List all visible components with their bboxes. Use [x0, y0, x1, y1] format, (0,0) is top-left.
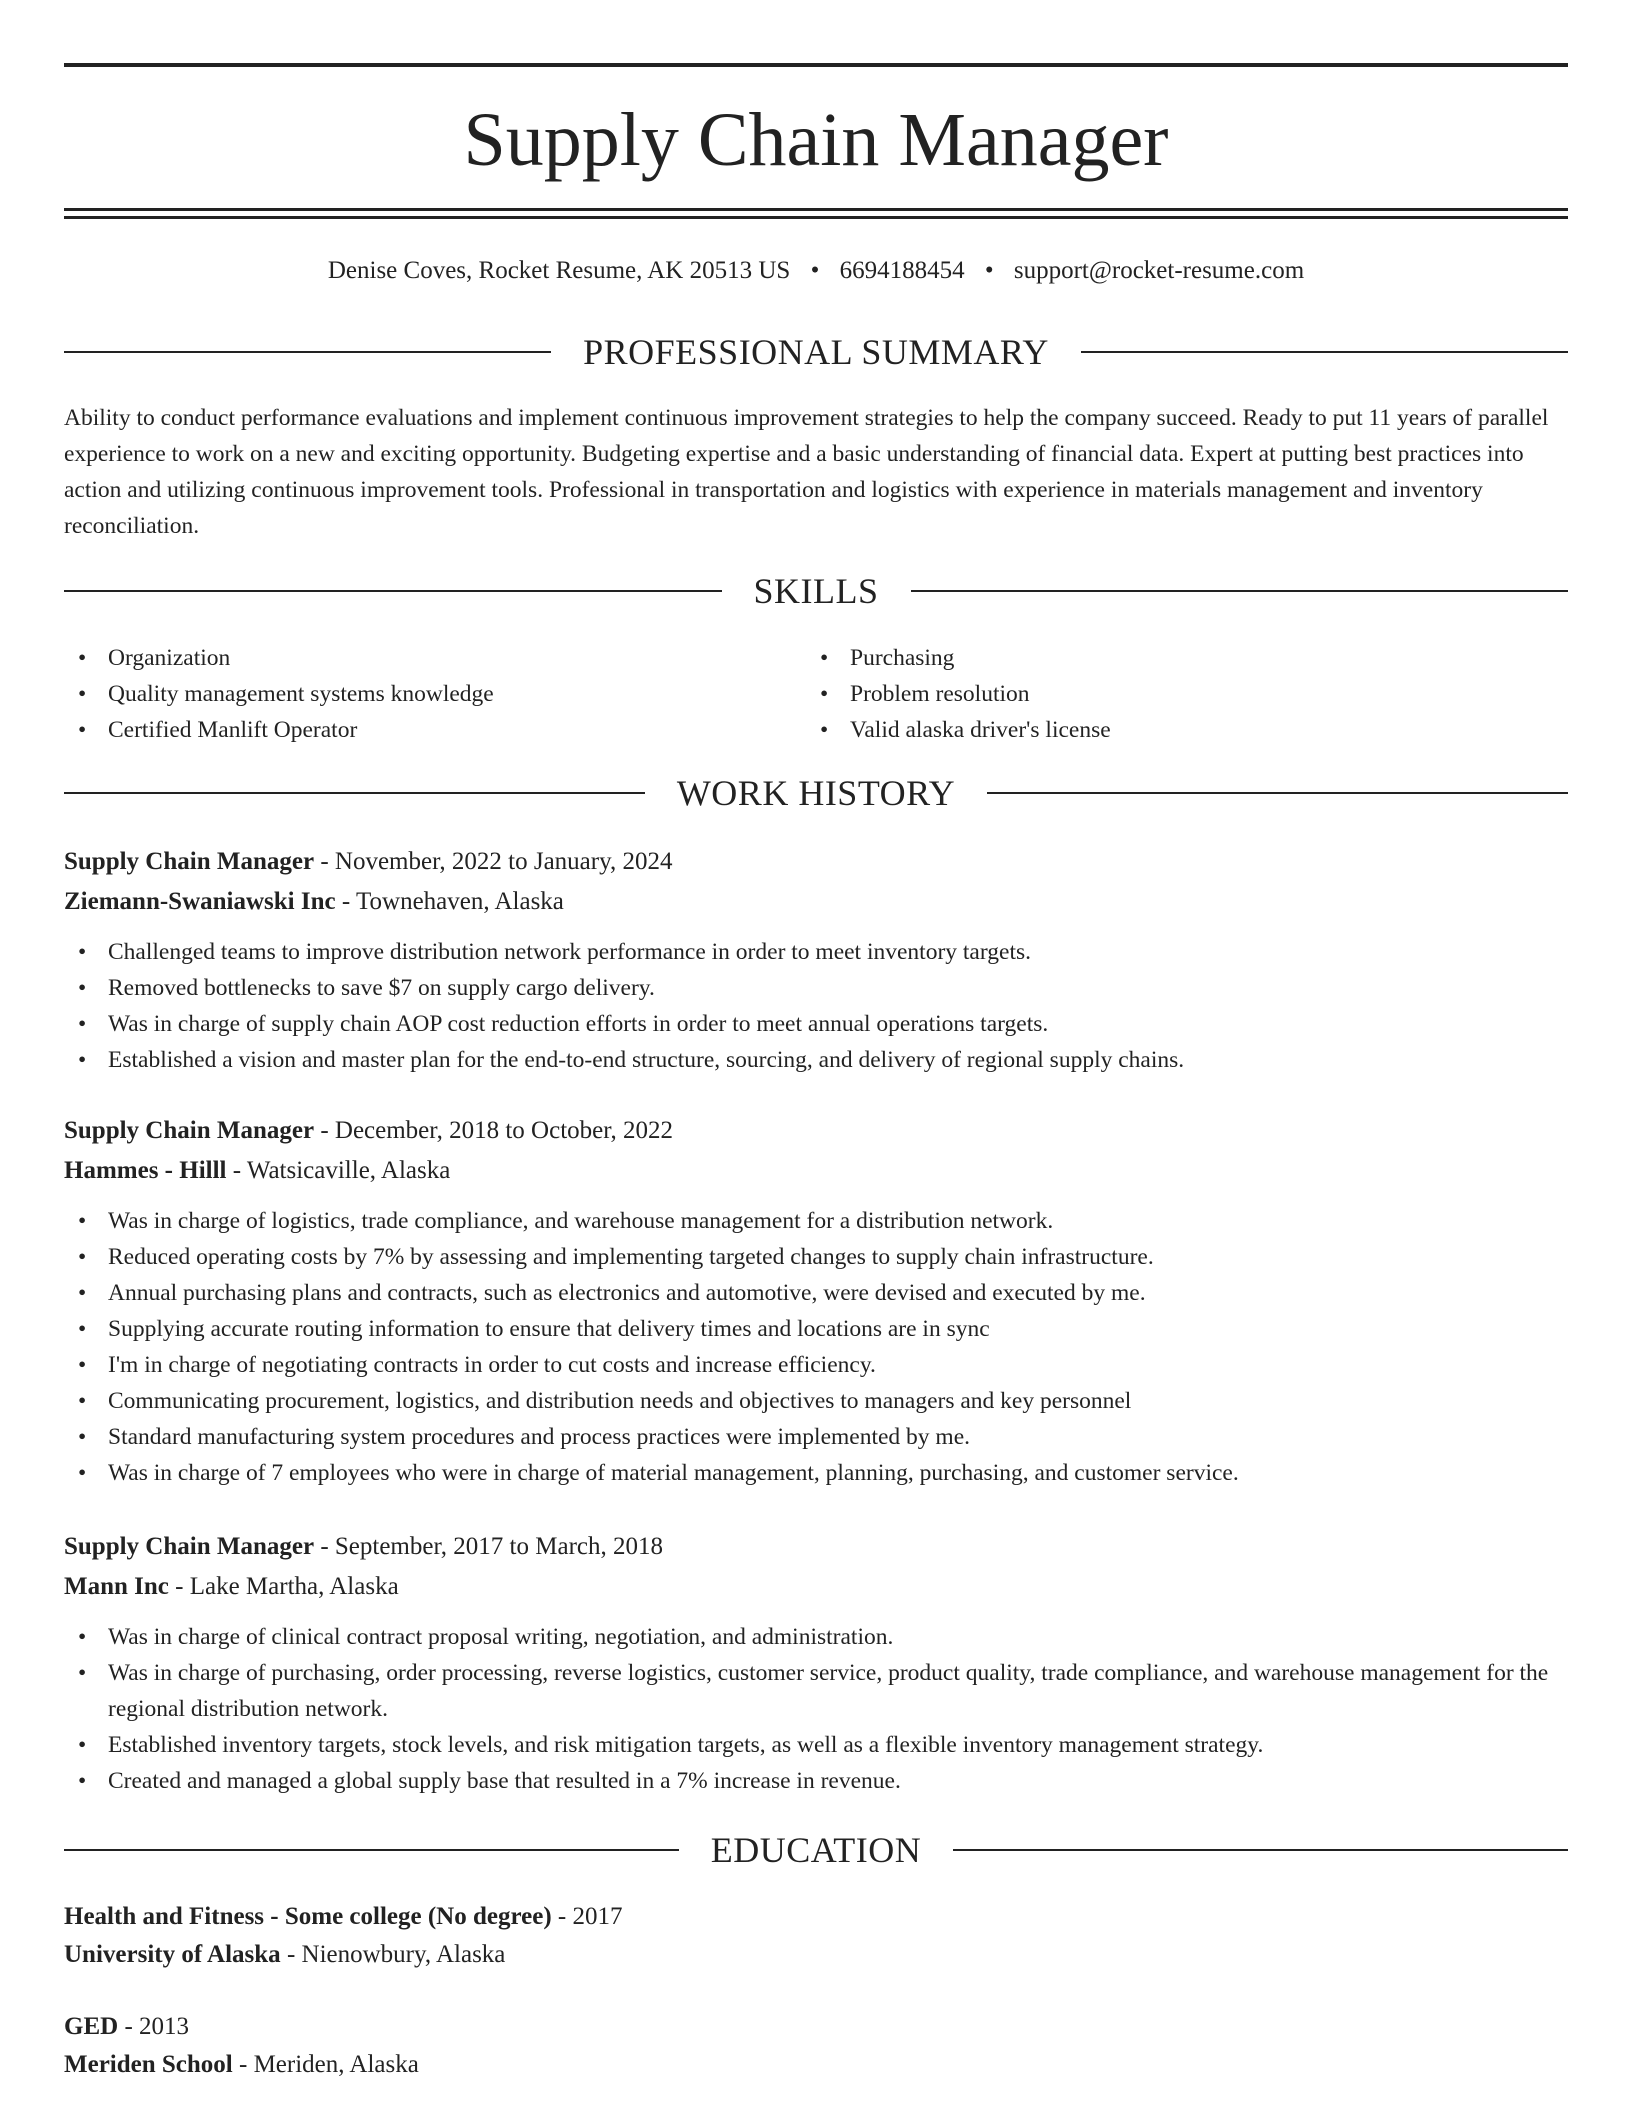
- education-school-line: [64, 2046, 1568, 2084]
- job-location: - Watsicaville, Alaska: [226, 1157, 451, 1184]
- education-entry: [64, 2008, 1568, 2084]
- skill-item: • Purchasing: [806, 640, 1546, 676]
- job-bullet: • Established a vision and master plan for the end-to-end structure, sourcing, and delivery of regional supply chains.: [64, 1042, 1568, 1078]
- job-title: Supply Chain Manager: [64, 1533, 315, 1560]
- job-bullet: • Supplying accurate routing information to ensure that delivery times and locations are in sync: [64, 1311, 1568, 1347]
- job-location: - Townehaven, Alaska: [335, 888, 564, 915]
- contact-line: [64, 254, 1568, 288]
- skill-item: • Certified Manlift Operator: [64, 712, 804, 748]
- skill-item: • Organization: [64, 640, 804, 676]
- job-company-line: [64, 882, 1568, 922]
- job-bullet: • Removed bottlenecks to save $7 on supply cargo delivery.: [64, 970, 1568, 1006]
- job-dates: - September, 2017 to March, 2018: [314, 1533, 663, 1560]
- heading-rule: [987, 792, 1568, 794]
- job-title-line: [64, 1111, 1568, 1151]
- contact-separator: •: [984, 257, 994, 284]
- job-bullet: • Established inventory targets, stock levels, and risk mitigation targets, as well as a flexible inventory management strategy.: [64, 1727, 1568, 1763]
- skill-item: • Problem resolution: [806, 676, 1546, 712]
- contact-email: support@rocket-resume.com: [1013, 257, 1305, 284]
- job-bullet: • Created and managed a global supply base that resulted in a 7% increase in revenue.: [64, 1763, 1568, 1799]
- section-heading-education: [64, 1828, 1568, 1872]
- title-rule-lower: [64, 216, 1568, 219]
- job-dates: - November, 2022 to January, 2024: [314, 848, 673, 875]
- title-rule-upper: [64, 208, 1568, 211]
- job-bullet: • Reduced operating costs by 7% by assessing and implementing targeted changes to supply chain infrastructure.: [64, 1239, 1568, 1275]
- education-year: - 2017: [551, 1903, 623, 1930]
- job-bullets: [64, 934, 1568, 1078]
- contact-separator: •: [810, 257, 820, 284]
- summary-text: Ability to conduct performance evaluations and implement continuous improvement strategies to help the company succeed. Ready to put 11 years of parallel experience to work on a new and exciting opportunity. Budgeting expertise and a basic understanding of financial data. Expert at putting best practices into action and utilizing continuous improvement tools. Professional in transportation and logistics with experience in materials management and inventory reconciliation.: [64, 405, 1549, 539]
- job-title: Supply Chain Manager: [64, 848, 315, 875]
- section-label: SKILLS: [753, 571, 879, 611]
- education-entry: [64, 1898, 1568, 1974]
- section-heading-summary: [64, 330, 1568, 374]
- job-bullet: • Annual purchasing plans and contracts, such as electronics and automotive, were devised and executed by me.: [64, 1275, 1568, 1311]
- education-degree: Health and Fitness - Some college (No degree): [64, 1903, 552, 1930]
- job-company-line: [64, 1151, 1568, 1191]
- skills-list-right: [806, 640, 1546, 748]
- job-dates: - December, 2018 to October, 2022: [314, 1117, 674, 1144]
- skill-item: • Valid alaska driver's license: [806, 712, 1546, 748]
- education-school: University of Alaska: [64, 1941, 281, 1968]
- job-bullet: • Challenged teams to improve distribution network performance in order to meet inventory targets.: [64, 934, 1568, 970]
- heading-rule: [1081, 351, 1568, 353]
- heading-rule: [911, 590, 1569, 592]
- job-bullet: • I'm in charge of negotiating contracts in order to cut costs and increase efficiency.: [64, 1347, 1568, 1383]
- education-location: - Meriden, Alaska: [232, 2051, 419, 2078]
- job-entry: [64, 1527, 1568, 1799]
- job-location: - Lake Martha, Alaska: [168, 1573, 399, 1600]
- education-degree: GED: [64, 2013, 119, 2040]
- job-bullet: • Was in charge of supply chain AOP cost reduction efforts in order to meet annual operations targets.: [64, 1006, 1568, 1042]
- job-company-line: [64, 1567, 1568, 1607]
- heading-rule: [953, 1849, 1568, 1851]
- skill-item: • Quality management systems knowledge: [64, 676, 804, 712]
- heading-rule: [64, 590, 722, 592]
- contact-phone: 6694188454: [839, 257, 965, 284]
- education-degree-line: [64, 2008, 1568, 2046]
- education-degree-line: [64, 1898, 1568, 1936]
- education-school: Meriden School: [64, 2051, 233, 2078]
- top-rule: [64, 63, 1568, 67]
- job-bullet: • Standard manufacturing system procedures and process practices were implemented by me.: [64, 1419, 1568, 1455]
- section-label: PROFESSIONAL SUMMARY: [583, 332, 1049, 372]
- job-bullets: [64, 1203, 1568, 1491]
- education-year: - 2013: [118, 2013, 190, 2040]
- job-title-line: [64, 1527, 1568, 1567]
- heading-rule: [64, 351, 551, 353]
- heading-rule: [64, 1849, 679, 1851]
- job-bullets: [64, 1619, 1568, 1799]
- skills-list-left: [64, 640, 804, 748]
- job-bullet: • Was in charge of 7 employees who were in charge of material management, planning, purchasing, and customer service.: [64, 1455, 1568, 1491]
- heading-rule: [64, 792, 645, 794]
- contact-address: Denise Coves, Rocket Resume, AK 20513 US: [327, 257, 791, 284]
- education-location: - Nienowbury, Alaska: [280, 1941, 506, 1968]
- job-entry: [64, 1111, 1568, 1491]
- section-label: WORK HISTORY: [676, 773, 956, 813]
- job-bullet: • Was in charge of purchasing, order processing, reverse logistics, customer service, product quality, trade compliance, and warehouse management for the regional distribution network.: [64, 1655, 1568, 1727]
- education-school-line: [64, 1936, 1568, 1974]
- job-bullet: • Was in charge of clinical contract proposal writing, negotiation, and administration.: [64, 1619, 1568, 1655]
- job-entry: [64, 842, 1568, 1078]
- job-bullet: • Communicating procurement, logistics, and distribution needs and objectives to managers and key personnel: [64, 1383, 1568, 1419]
- job-company: Hammes - Hilll: [64, 1157, 227, 1184]
- section-heading-skills: [64, 569, 1568, 613]
- job-company: Mann Inc: [64, 1573, 169, 1600]
- section-label: EDUCATION: [710, 1830, 922, 1870]
- job-bullet: • Was in charge of logistics, trade compliance, and warehouse management for a distribution network.: [64, 1203, 1568, 1239]
- resume-title: Supply Chain Manager: [463, 98, 1169, 182]
- job-title-line: [64, 842, 1568, 882]
- job-company: Ziemann-Swaniawski Inc: [64, 888, 336, 915]
- job-title: Supply Chain Manager: [64, 1117, 315, 1144]
- section-heading-work: [64, 771, 1568, 815]
